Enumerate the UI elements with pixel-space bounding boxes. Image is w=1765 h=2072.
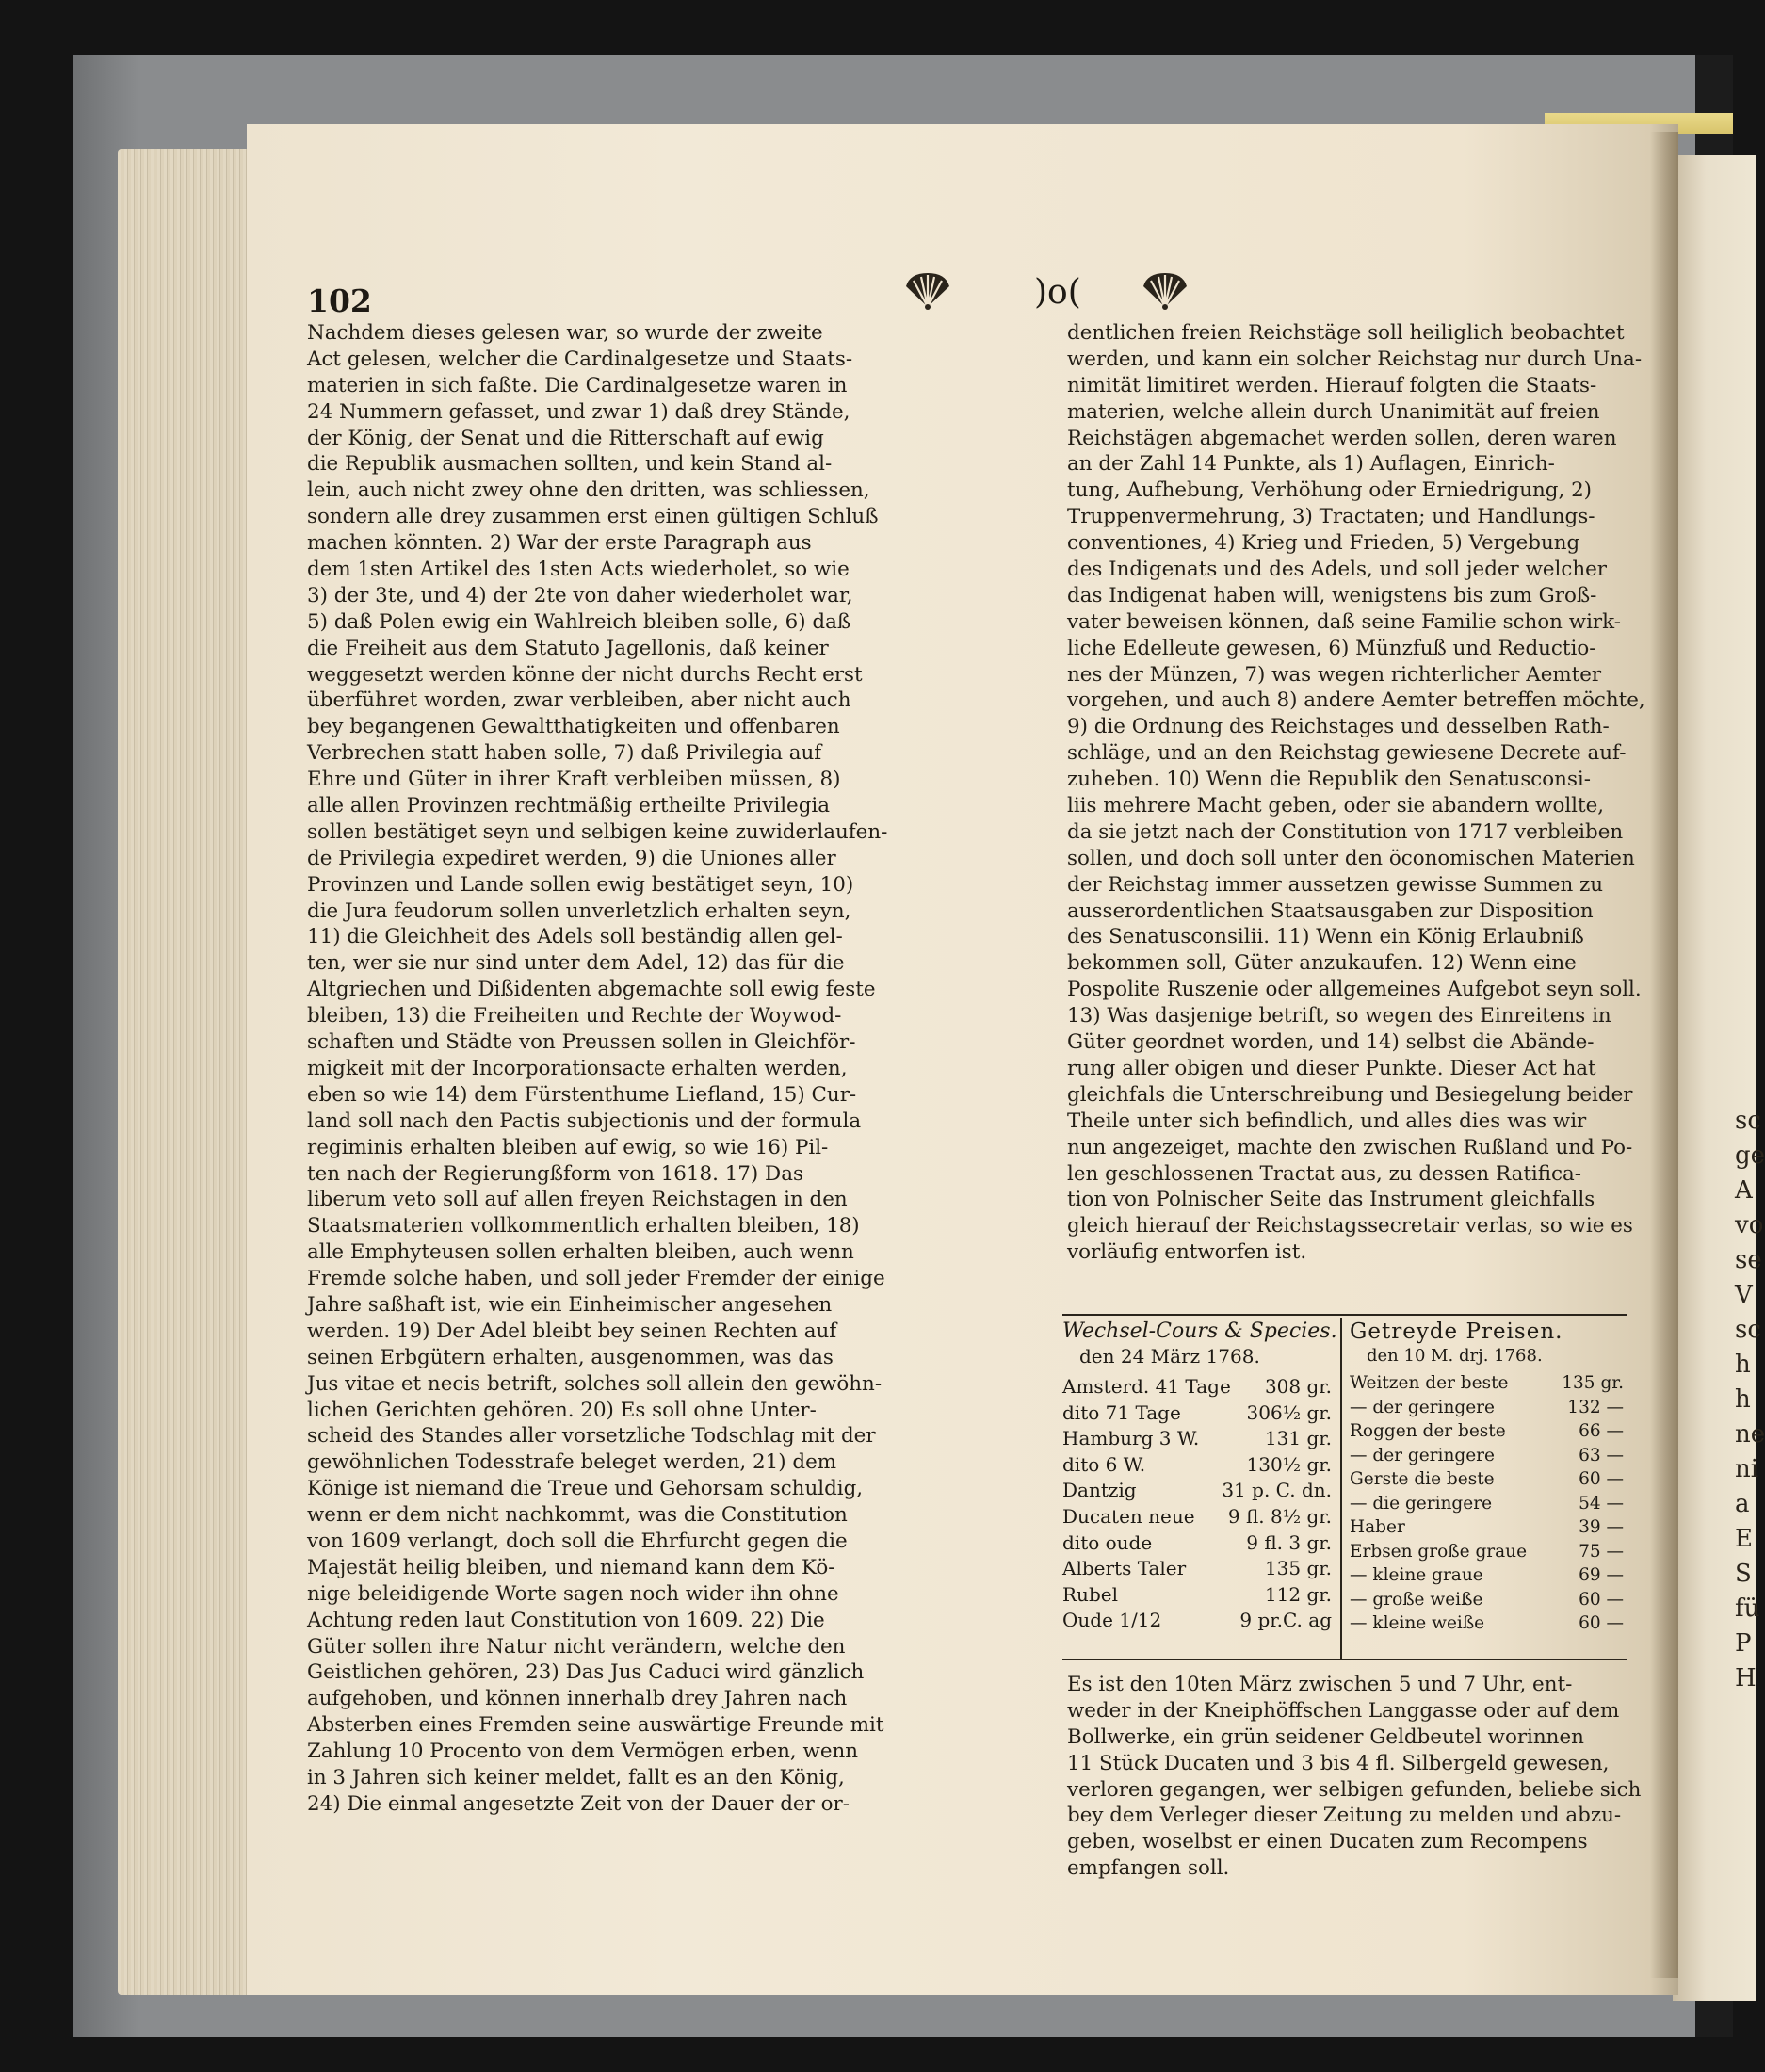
row-value: 308 gr. <box>1264 1375 1332 1398</box>
row-label: Gerste die beste <box>1350 1469 1495 1489</box>
table-row <box>1062 1427 1336 1453</box>
text-line: von 1609 verlangt, doch soll die Ehrfurcht gegen die <box>307 1529 848 1553</box>
text-line: Act gelesen, welcher die Cardinalgesetze und Staats- <box>307 347 853 371</box>
facing-page-fragment: ne <box>1735 1420 1765 1449</box>
facing-page-fragment: V <box>1735 1281 1753 1309</box>
text-line: gewöhnlichen Todesstrafe beleget werden, 21) dem <box>307 1450 837 1475</box>
text-line: zuheben. 10) Wenn die Republik den Senatusconsi- <box>1067 768 1591 792</box>
facing-page-fragment: A <box>1735 1176 1753 1205</box>
row-value: 31 p. C. dn. <box>1222 1479 1332 1502</box>
row-value: 63 — <box>1579 1445 1624 1465</box>
facing-page-fragment: sc <box>1735 1316 1761 1344</box>
table-row <box>1350 1517 1627 1542</box>
text-line: Zahlung 10 Procento von dem Vermögen erben, wenn <box>307 1740 859 1764</box>
row-value: 9 pr.C. ag <box>1239 1609 1332 1632</box>
text-line: werden, und kann ein solcher Reichstag nur durch Una- <box>1067 347 1643 371</box>
text-line: lichen Gerichten gehören. 20) Es soll ohne Unter- <box>307 1398 817 1422</box>
table-row <box>1062 1557 1336 1583</box>
table-row <box>1062 1583 1336 1610</box>
text-line: machen könnten. 2) War der erste Paragraph aus <box>307 531 812 556</box>
text-line: liis mehrere Macht geben, oder sie abandern wollte, <box>1067 794 1605 818</box>
text-line: alle Emphyteusen sollen erhalten bleiben, auch wenn <box>307 1240 854 1265</box>
table-row <box>1350 1469 1627 1494</box>
row-label: Erbsen große graue <box>1350 1541 1528 1562</box>
table-row <box>1062 1401 1336 1428</box>
shell-ornament-icon <box>1140 269 1190 311</box>
text-line: Güter sollen ihre Natur nicht verändern, welche den <box>307 1634 846 1659</box>
row-label: Rubel <box>1062 1582 1118 1606</box>
row-value: 135 gr. <box>1264 1557 1332 1580</box>
row-label: — große weiße <box>1350 1589 1483 1610</box>
text-line: de Privilegia expediret werden, 9) die Uniones aller <box>307 846 836 870</box>
row-label: — der geringere <box>1350 1397 1495 1417</box>
facing-page-fragment: sc <box>1735 1107 1761 1135</box>
row-value: 132 — <box>1567 1397 1624 1417</box>
text-line: der Reichstag immer aussetzen gewisse Summen zu <box>1067 872 1604 897</box>
text-line: Achtung reden laut Constitution von 1609. 22) Die <box>307 1608 825 1632</box>
text-line: 13) Was dasjenige betrift, so wegen des Einreitens in <box>1067 1004 1611 1028</box>
text-line: len geschlossenen Tractat aus, zu dessen Ratifica- <box>1067 1161 1581 1186</box>
text-line: vater beweisen können, daß seine Familie schon wirk- <box>1067 609 1621 634</box>
lost-purse-notice <box>1067 1672 1642 1882</box>
text-line: Verbrechen statt haben solle, 7) daß Privilegia auf <box>307 741 822 766</box>
facing-page-fragment: P <box>1735 1629 1752 1658</box>
row-value: 60 — <box>1579 1589 1624 1610</box>
row-value: 60 — <box>1579 1469 1624 1489</box>
text-line: materien, welche allein durch Unanimität auf freien <box>1067 399 1600 424</box>
text-line: land soll nach den Pactis subjectionis und der formula <box>307 1109 862 1133</box>
row-value: 69 — <box>1579 1565 1624 1585</box>
text-line: sollen, und doch soll unter den öconomischen Materien <box>1067 846 1635 870</box>
table-row <box>1350 1494 1627 1518</box>
row-label: Dantzig <box>1062 1479 1137 1502</box>
row-label: Weitzen der beste <box>1350 1373 1509 1393</box>
left-text-column <box>307 320 1085 1818</box>
facing-page-fragment: se <box>1735 1246 1762 1274</box>
text-line: scheid des Standes aller vorsetzliche Todschlag mit der <box>307 1424 876 1449</box>
text-line: da sie jetzt nach der Constitution von 1717 verbleiben <box>1067 819 1624 844</box>
grain-date: den 10 M. drj. 1768. <box>1367 1346 1543 1366</box>
row-label: Roggen der beste <box>1350 1421 1506 1441</box>
table-row <box>1350 1590 1627 1614</box>
text-line: Majestät heilig bleiben, und niemand kann dem Kö- <box>307 1555 835 1579</box>
text-line: gleich hierauf der Reichstagssecretair verlas, so wie es <box>1067 1214 1633 1238</box>
text-line: dem 1sten Artikel des 1sten Acts wiederholet, so wie <box>307 558 850 582</box>
facing-page <box>1673 155 1759 2001</box>
text-line: 24) Die einmal angesetzte Zeit von der Dauer der or- <box>307 1791 850 1816</box>
text-line: schläge, und an den Reichstag gewiesene Decrete auf- <box>1067 741 1627 766</box>
text-line: materien in sich faßte. Die Cardinalgesetze waren in <box>307 373 848 397</box>
table-row <box>1062 1479 1336 1505</box>
table-row <box>1062 1531 1336 1558</box>
shell-ornament-icon <box>902 269 953 311</box>
row-label: Amsterd. 41 Tage <box>1062 1375 1231 1398</box>
row-value: 9 fl. 8½ gr. <box>1227 1504 1332 1528</box>
facing-page-fragment: H <box>1735 1664 1757 1692</box>
row-value: 39 — <box>1579 1517 1624 1537</box>
text-line: nes der Münzen, 7) was wegen richterlicher Aemter <box>1067 662 1602 687</box>
text-line: des Senatusconsilii. 11) Wenn ein König Erlaubniß <box>1067 925 1584 949</box>
row-value: 130½ gr. <box>1246 1452 1332 1476</box>
text-line: Es ist den 10ten März zwischen 5 und 7 Uhr, ent- <box>1067 1673 1573 1696</box>
right-text-column <box>1067 320 1645 1266</box>
row-label: Ducaten neue <box>1062 1504 1195 1528</box>
table-row <box>1350 1565 1627 1590</box>
row-value: 135 gr. <box>1562 1373 1624 1393</box>
table-row <box>1062 1453 1336 1480</box>
row-value: 131 gr. <box>1264 1427 1332 1450</box>
table-bottom-rule <box>1062 1659 1627 1660</box>
text-line: schaften und Städte von Preussen sollen in Gleichför- <box>307 1030 856 1055</box>
text-line: die Jura feudorum sollen unverletzlich erhalten seyn, <box>307 898 851 923</box>
text-line: Staatsmaterien vollkommentlich erhalten bleiben, 18) <box>307 1214 860 1238</box>
text-line: vorläufig entworfen ist. <box>1067 1240 1307 1265</box>
page-number: 102 <box>307 283 372 319</box>
text-line: das Indigenat haben will, wenigstens bis zum Groß- <box>1067 583 1597 607</box>
text-line: regiminis erhalten bleiben auf ewig, so wie 16) Pil- <box>307 1135 829 1159</box>
facing-page-fragment: h <box>1735 1351 1751 1379</box>
text-line: Pospolite Ruszenie oder allgemeines Aufgebot seyn soll. <box>1067 978 1642 1002</box>
row-label: dito 71 Tage <box>1062 1400 1181 1424</box>
text-line: Nachdem dieses gelesen war, so wurde der zweite <box>307 321 823 345</box>
text-line: Theile unter sich befindlich, und alles dies was wir <box>1067 1109 1587 1133</box>
text-line: lein, auch nicht zwey ohne den dritten, was schliessen, <box>307 478 870 503</box>
text-line: Jus vitae et necis betrift, solches soll allein den gewöhn- <box>307 1371 882 1396</box>
text-line: bey begangenen Gewaltthatigkeiten und offenbaren <box>307 715 840 739</box>
grain-title: Getreyde Preisen. <box>1350 1319 1563 1344</box>
text-line: bey dem Verleger dieser Zeitung zu melden und abzu- <box>1067 1804 1622 1828</box>
price-tables <box>1062 1314 1627 1662</box>
text-line: überführet worden, zwar verbleiben, aber nicht auch <box>307 688 851 713</box>
text-line: ausserordentlichen Staatsausgaben zur Disposition <box>1067 898 1594 923</box>
text-line: sollen bestätiget seyn und selbigen keine zuwiderlaufen- <box>307 819 888 844</box>
row-value: 9 fl. 3 gr. <box>1246 1530 1332 1554</box>
row-value: 54 — <box>1579 1493 1624 1514</box>
text-line: 9) die Ordnung des Reichstages und desselben Rath- <box>1067 715 1610 739</box>
text-line: an der Zahl 14 Punkte, als 1) Auflagen, Einrich- <box>1067 452 1555 477</box>
text-line: weder in der Kneiphöffschen Langgasse oder auf dem <box>1067 1698 1620 1723</box>
facing-page-fragment: vo <box>1735 1211 1764 1239</box>
text-line: in 3 Jahren sich keiner meldet, fallt es an den König, <box>307 1765 845 1789</box>
text-line: 11 Stück Ducaten und 3 bis 4 fl. Silbergeld gewesen, <box>1067 1751 1610 1775</box>
row-value: 75 — <box>1579 1541 1624 1562</box>
table-row <box>1062 1375 1336 1401</box>
exchange-title: Wechsel-Cours & Species. <box>1062 1319 1337 1343</box>
text-line: 11) die Gleichheit des Adels soll beständig allen gel- <box>307 925 843 949</box>
table-row <box>1350 1398 1627 1422</box>
text-line: rung aller obigen und dieser Punkte. Dieser Act hat <box>1067 1056 1596 1080</box>
text-line: Reichstägen abgemachet werden sollen, deren waren <box>1067 426 1617 450</box>
text-line: geben, woselbst er einen Ducaten zum Recompens <box>1067 1830 1588 1854</box>
facing-page-fragment: S <box>1735 1560 1752 1588</box>
text-line: alle allen Provinzen rechtmäßig ertheilte Privilegia <box>307 794 830 818</box>
facing-page-fragment: h <box>1735 1385 1751 1414</box>
facing-page-fragment: E <box>1735 1525 1753 1553</box>
row-label: — kleine weiße <box>1350 1613 1485 1633</box>
text-line: nimität limitiret werden. Hierauf folgten die Staats- <box>1067 373 1597 397</box>
text-line: bleiben, 13) die Freiheiten und Rechte der Woywod- <box>307 1004 842 1028</box>
row-value: 306½ gr. <box>1246 1400 1332 1424</box>
text-line: die Freiheit aus dem Statuto Jagellonis, daß keiner <box>307 636 829 660</box>
row-value: 66 — <box>1579 1421 1624 1441</box>
text-line: nun angezeiget, machte den zwischen Rußland und Po- <box>1067 1135 1633 1159</box>
grain-price-table <box>1350 1314 1627 1638</box>
text-line: werden. 19) Der Adel bleibt bey seinen Rechten auf <box>307 1319 837 1343</box>
text-line: des Indigenats und des Adels, und soll jeder welcher <box>1067 558 1608 582</box>
text-line: Altgriechen und Dißidenten abgemachte soll ewig feste <box>307 978 876 1002</box>
table-divider <box>1340 1318 1342 1659</box>
text-line: 5) daß Polen ewig ein Wahlreich bleiben solle, 6) daß <box>307 609 851 634</box>
text-line: verloren gegangen, wer selbigen gefunden, beliebe sich <box>1067 1777 1642 1802</box>
text-line: wenn er dem nicht nachkommt, was die Constitution <box>307 1503 848 1528</box>
table-row <box>1350 1373 1627 1398</box>
table-row <box>1350 1542 1627 1566</box>
table-row <box>1350 1421 1627 1446</box>
text-line: Truppenvermehrung, 3) Tractaten; und Handlungs- <box>1067 505 1595 529</box>
text-line: sondern alle drey zusammen erst einen gültigen Schluß <box>307 505 879 529</box>
table-row <box>1062 1609 1336 1635</box>
text-line: gleichfals die Unterschreibung und Besiegelung beider <box>1067 1082 1633 1107</box>
text-line: ten, wer sie nur sind unter dem Adel, 12) das für die <box>307 951 845 976</box>
text-line: migkeit mit der Incorporationsacte erhalten werden, <box>307 1056 848 1080</box>
text-line: liche Edelleute gewesen, 6) Münzfuß und Reductio- <box>1067 636 1596 660</box>
text-line: ten nach der Regierungßform von 1618. 17) Das <box>307 1161 803 1186</box>
text-line: Jahre saßhaft ist, wie ein Einheimischer angesehen <box>307 1292 833 1317</box>
text-line: eben so wie 14) dem Fürstenthume Liefland, 15) Cur- <box>307 1082 857 1107</box>
page-gutter-shadow <box>1650 132 1678 1978</box>
center-ornament: )o( <box>1034 273 1081 312</box>
text-line: Geistlichen gehören, 23) Das Jus Caduci wird gänzlich <box>307 1660 865 1685</box>
row-value: 60 — <box>1579 1613 1624 1633</box>
text-line: Bollwerke, ein grün seidener Geldbeutel worinnen <box>1067 1724 1584 1749</box>
text-line: tung, Aufhebung, Verhöhung oder Erniedrigung, 2) <box>1067 478 1593 503</box>
facing-page-fragment: ge <box>1735 1141 1765 1170</box>
text-line: aufgehoben, und können innerhalb drey Jahren nach <box>307 1687 848 1711</box>
text-line: dentlichen freien Reichstäge soll heiliglich beobachtet <box>1067 321 1625 345</box>
text-line: 24 Nummern gefasset, und zwar 1) daß drey Stände, <box>307 399 850 424</box>
text-line: conventiones, 4) Krieg und Frieden, 5) Vergebung <box>1067 531 1580 556</box>
text-line: nige beleidigende Worte sagen noch wider ihn ohne <box>307 1581 839 1606</box>
row-label: — kleine graue <box>1350 1565 1483 1585</box>
table-row <box>1350 1613 1627 1638</box>
text-line: tion von Polnischer Seite das Instrument gleichfalls <box>1067 1188 1595 1212</box>
facing-page-fragment: ni <box>1735 1455 1759 1483</box>
page-stack-edge <box>118 149 250 1995</box>
row-label: — die geringere <box>1350 1493 1493 1514</box>
exchange-date: den 24 März 1768. <box>1079 1345 1260 1368</box>
text-line: der König, der Senat und die Ritterschaft auf ewig <box>307 426 824 450</box>
row-label: Haber <box>1350 1517 1405 1537</box>
text-line: Könige ist niemand die Treue und Gehorsam schuldig, <box>307 1477 864 1501</box>
row-label: Alberts Taler <box>1062 1557 1187 1580</box>
text-line: empfangen soll. <box>1067 1856 1230 1881</box>
row-label: dito 6 W. <box>1062 1452 1146 1476</box>
row-label: Hamburg 3 W. <box>1062 1427 1200 1450</box>
text-line: weggesetzt werden könne der nicht durchs Recht erst <box>307 662 863 687</box>
text-line: vorgehen, und auch 8) andere Aemter betreffen möchte, <box>1067 688 1645 713</box>
text-line: Absterben eines Fremden seine auswärtige Freunde mit <box>307 1713 884 1738</box>
facing-page-fragment: fü <box>1735 1594 1760 1623</box>
text-line: liberum veto soll auf allen freyen Reichstagen in den <box>307 1188 848 1212</box>
text-line: Provinzen und Lande sollen ewig bestätiget seyn, 10) <box>307 872 854 897</box>
text-line: seinen Erbgütern erhalten, ausgenommen, was das <box>307 1345 834 1369</box>
text-line: Güter geordnet worden, und 14) selbst die Abände- <box>1067 1030 1595 1055</box>
table-row <box>1062 1505 1336 1531</box>
exchange-rate-table <box>1062 1314 1336 1635</box>
text-line: Ehre und Güter in ihrer Kraft verbleiben müssen, 8) <box>307 768 841 792</box>
row-label: Oude 1/12 <box>1062 1609 1162 1632</box>
text-line: bekommen soll, Güter anzukaufen. 12) Wenn eine <box>1067 951 1577 976</box>
text-line: 3) der 3te, und 4) der 2te von daher wiederholet war, <box>307 583 853 607</box>
row-label: dito oude <box>1062 1530 1153 1554</box>
text-line: die Republik ausmachen sollten, und kein Stand al- <box>307 452 833 477</box>
table-row <box>1350 1446 1627 1470</box>
row-value: 112 gr. <box>1264 1582 1332 1606</box>
facing-page-fragment: a <box>1735 1490 1750 1518</box>
text-line: Fremde solche haben, und soll jeder Fremder der einige <box>307 1267 885 1291</box>
row-label: — der geringere <box>1350 1445 1495 1465</box>
